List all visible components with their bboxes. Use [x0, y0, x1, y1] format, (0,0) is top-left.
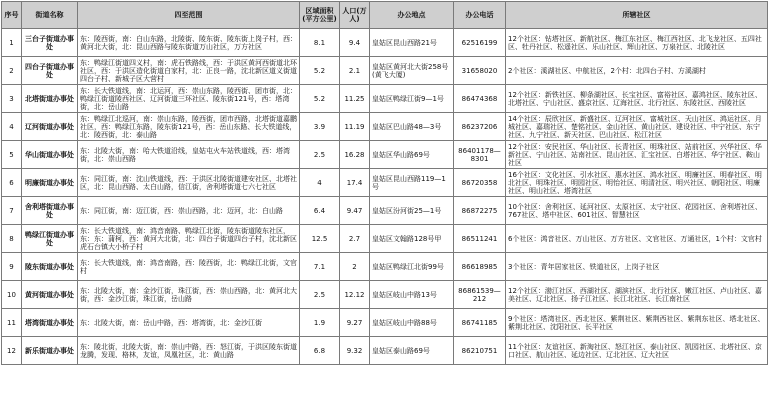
row-pop: 2 — [340, 253, 370, 281]
row-area: 6.8 — [300, 337, 340, 365]
row-tel: 86872275 — [454, 197, 506, 225]
row-addr: 皇姑区文翰路128号甲 — [370, 225, 454, 253]
row-area: 1.9 — [300, 309, 340, 337]
row-addr: 皇姑区黄河北大街258号(黄飞大厦) — [370, 57, 454, 85]
header-tel: 办公电话 — [454, 2, 506, 29]
row-range: 东：陵西街，南：白山东路，北陵街、陵东街、陵东街上岗子村，西：黄河北大街，北：昆山西路与陵东街道万山社区，万方社区 — [78, 29, 300, 57]
table-row — [2, 197, 768, 225]
row-range: 东：同江街，南：沈山铁道线，西：于洪区北陵街道建安社区、北塔社区，北：昆山西路、太白山路，信江街，舍利塔街道七六七社区 — [78, 169, 300, 197]
row-range: 东：鸭绿江街道四义村，南：虎石铁路线，西：于洪区黄河西街道北环社区，西：于洪区造化街道白家村，北：正良一路，沈北新区道义街道四台子村、新城子区大营村 — [78, 57, 300, 85]
row-pop: 2.7 — [340, 225, 370, 253]
row-name: 塔湾街道办事处 — [22, 309, 78, 337]
row-area: 5.2 — [300, 85, 340, 113]
row-tel: 62516199 — [454, 29, 506, 57]
row-tel: 86511241 — [454, 225, 506, 253]
row-pop: 17.4 — [340, 169, 370, 197]
row-comm: 10个社区：舍利社区、延河社区、太原社区、太宁社区、花园社区、舍利塔社区、767社区、塔中社区、601社区、智慧社区 — [506, 197, 768, 225]
table-row — [2, 169, 768, 197]
row-tel: 86741185 — [454, 309, 506, 337]
row-tel: 86618985 — [454, 253, 506, 281]
row-addr: 皇姑区汾河街25—1号 — [370, 197, 454, 225]
row-no: 9 — [2, 253, 22, 281]
table-row — [2, 309, 768, 337]
street-office-table — [1, 1, 768, 365]
table-row — [2, 113, 768, 141]
table-row — [2, 337, 768, 365]
row-no: 12 — [2, 337, 22, 365]
row-area: 5.2 — [300, 57, 340, 85]
row-comm: 14个社区：辰欣社区、新盛社区、辽河社区、富城社区、天山社区、鸿运社区、月城社区、嘉瑞社区、楚铭社区、金山社区、黄山社区、建设社区、中宁社区、东宁社区、九宁社区、新天社区、巴山社区、松江社区 — [506, 113, 768, 141]
table-row — [2, 225, 768, 253]
row-name: 三台子街道办事处 — [22, 29, 78, 57]
row-addr: 皇姑区昆山西路119—1号 — [370, 169, 454, 197]
row-name: 舍利塔街道办事处 — [22, 197, 78, 225]
row-name: 鸭绿江街道办事处 — [22, 225, 78, 253]
row-range: 东：长大铁道线，南：鸿音南路、鸭绿江北街，陵东街道陵东社区，东：东：蒲柯，西：黄河大北街，北：四台子街道四台子村，沈北新区虎石台镇大小桥子村 — [78, 225, 300, 253]
row-name: 新乐街道办事处 — [22, 337, 78, 365]
row-pop: 16.28 — [340, 141, 370, 169]
row-range: 东：陵北街，北陵大街，南：崇山中路，西：怒江街，于洪区陵东街道龙腾，发现、格林，友谊，凤凰社区，北：黄山路 — [78, 337, 300, 365]
row-pop: 9.27 — [340, 309, 370, 337]
row-area: 8.1 — [300, 29, 340, 57]
row-tel: 86720358 — [454, 169, 506, 197]
row-area: 6.4 — [300, 197, 340, 225]
row-range: 东：北陵大街，南：金沙江街，珠江街，西：崇山西路，北：黄河北大街，西：金沙江街，珠江街，岳山路 — [78, 281, 300, 309]
row-tel: 86861539—212 — [454, 281, 506, 309]
row-name: 华山街道办事处 — [22, 141, 78, 169]
row-area: 12.5 — [300, 225, 340, 253]
row-addr: 皇姑区泰山路69号 — [370, 337, 454, 365]
row-comm: 12个社区：新铁社区、柳条湖社区、长宝社区、富裕社区、嘉鸿社区、陵东社区、北塔社区、宁山社区、盛京社区、辽海社区、北行社区、东陵社区、西陵社区 — [506, 85, 768, 113]
row-name: 黄河街道办事处 — [22, 281, 78, 309]
row-no: 2 — [2, 57, 22, 85]
row-pop: 9.32 — [340, 337, 370, 365]
row-no: 6 — [2, 169, 22, 197]
table-row — [2, 29, 768, 57]
row-range: 东：长大铁道线，南：北运河，西：崇山东路，陵西街、团市街，北：鸭绿江街道陵西社区、辽河街道三环社区、陵东街121号，西：塔湾街，北：岳山路 — [78, 85, 300, 113]
row-pop: 12.12 — [340, 281, 370, 309]
row-area: 2.5 — [300, 141, 340, 169]
row-range: 东：北陵大街，南：岳山中路，西：塔湾街，北：金沙江街 — [78, 309, 300, 337]
row-range: 东：长大铁道线，南：鸿音南路，西：陵西街，北：鸭绿江北街，文官村 — [78, 253, 300, 281]
row-pop: 11.19 — [340, 113, 370, 141]
table-row — [2, 281, 768, 309]
header-name: 街道名称 — [22, 2, 78, 29]
row-comm: 16个社区：文化社区、引水社区、惠水社区、鸿水社区、明廉社区、明春社区、明北社区、明珠社区、明园社区、明怡社区、明清社区、明兴社区、朝阳社区、明廉社区、明山社区、塔湾社区 — [506, 169, 768, 197]
row-addr: 皇姑区鸭绿江北街99号 — [370, 253, 454, 281]
row-addr: 皇姑区岐山中路13号 — [370, 281, 454, 309]
row-area: 3.9 — [300, 113, 340, 141]
row-pop: 9.4 — [340, 29, 370, 57]
header-pop: 人口(万人) — [340, 2, 370, 29]
row-name: 辽河街道办事处 — [22, 113, 78, 141]
table-row — [2, 253, 768, 281]
row-no: 3 — [2, 85, 22, 113]
row-comm: 6个社区：鸿音社区、万山社区、万方社区、文官社区、万通社区，1个村：文官村 — [506, 225, 768, 253]
row-pop: 9.47 — [340, 197, 370, 225]
table-row — [2, 141, 768, 169]
row-pop: 11.25 — [340, 85, 370, 113]
row-tel: 86401178—8301 — [454, 141, 506, 169]
row-comm: 3个社区：青年居家社区、铁道社区，上岗子社区 — [506, 253, 768, 281]
row-name: 陵东街道办事处 — [22, 253, 78, 281]
row-tel: 86474368 — [454, 85, 506, 113]
header-no: 序号 — [2, 2, 22, 29]
row-name: 明廉街道办事处 — [22, 169, 78, 197]
row-comm: 2个社区：溪湖社区、中航社区，2个村：北四台子村、方溪湖村 — [506, 57, 768, 85]
row-no: 4 — [2, 113, 22, 141]
row-area: 7.1 — [300, 253, 340, 281]
row-name: 北塔街道办事处 — [22, 85, 78, 113]
row-no: 10 — [2, 281, 22, 309]
row-comm: 12个社区：钻塔社区、新航社区、梅江东社区、梅江西社区、北飞龙社区、五四社区、牡丹社区、松遥社区、乐山社区、辉山社区、万泉社区、北陵社区 — [506, 29, 768, 57]
row-addr: 皇姑区华山路69号 — [370, 141, 454, 169]
header-area: 区域面积(平方公里) — [300, 2, 340, 29]
row-comm: 12个社区：渤江社区、西湖社区、湖滨社区、北行社区、嫩江社区、卢山社区、嘉美社区、辽北社区、扬子江社区、长江北社区、长江南社区 — [506, 281, 768, 309]
row-tel: 86237206 — [454, 113, 506, 141]
row-no: 5 — [2, 141, 22, 169]
row-tel: 86210751 — [454, 337, 506, 365]
row-name: 四台子街道办事处 — [22, 57, 78, 85]
header-addr: 办公地点 — [370, 2, 454, 29]
row-addr: 皇姑区鸭绿江街9—1号 — [370, 85, 454, 113]
table-row — [2, 85, 768, 113]
row-addr: 皇姑区巴山路48—3号 — [370, 113, 454, 141]
row-no: 8 — [2, 225, 22, 253]
header-range: 四至范围 — [78, 2, 300, 29]
row-comm: 12个社区：安民社区、华山社区、长青社区、明珠社区、站前社区、兴华社区、华新社区、宁山社区、站南社区、昆山社区、汇宝社区、白塔社区、华宁社区、鞍山社区 — [506, 141, 768, 169]
row-area: 4 — [300, 169, 340, 197]
row-addr: 皇姑区岐山中路88号 — [370, 309, 454, 337]
row-range: 东：北陵大街，南：哈大铁道沿线，皇姑屯火车站铁道线，西：塔湾街，北：崇山西路 — [78, 141, 300, 169]
row-no: 11 — [2, 309, 22, 337]
row-range: 东：同江街，南：迈江街，西：崇山西路，北：迈河，北：白山路 — [78, 197, 300, 225]
row-addr: 皇姑区昆山西路21号 — [370, 29, 454, 57]
row-no: 7 — [2, 197, 22, 225]
row-comm: 11个社区：友谊社区、新淘社区、怒江社区、泰山社区、凯园社区、北塔社区、京口社区、航山社区、延边社区、辽北社区、辽大社区 — [506, 337, 768, 365]
table-row — [2, 57, 768, 85]
row-area: 2.5 — [300, 281, 340, 309]
row-pop: 2.1 — [340, 57, 370, 85]
row-range: 东：鸭绿江北巡河，南：崇山东路，陵西街，团市西路，北塔街道嘉鹏社区，西：鸭绿江东路，陵东街121号，西：岳山东路、长大铁道线，北：陵西街，北：泰山路 — [78, 113, 300, 141]
table-header-row — [2, 2, 768, 29]
row-comm: 9个社区：塔湾社区、西北社区、紫荆社区、紫荆西社区、紫荆东社区、塔北社区、紫荆北社区、沈阳社区、长平社区 — [506, 309, 768, 337]
row-no: 1 — [2, 29, 22, 57]
row-tel: 31658020 — [454, 57, 506, 85]
header-comm: 所辖社区 — [506, 2, 768, 29]
